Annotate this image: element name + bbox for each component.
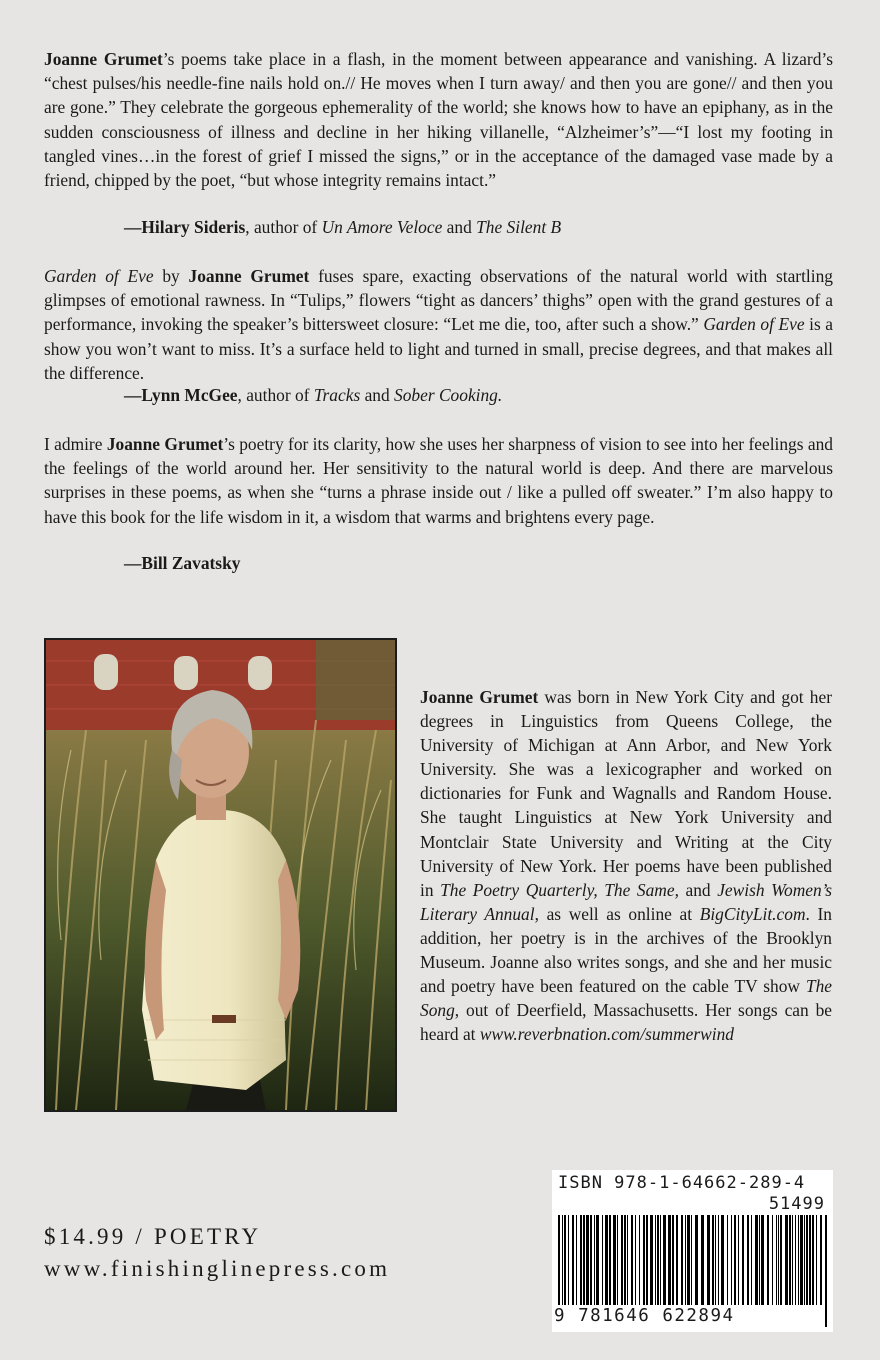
blurb-3-attribution: —Bill Zavatsky xyxy=(124,553,241,573)
blurb-3-text: I admire Joanne Grumet’s poetry for its clarity, how she uses her sharpness of vision to see into her feelings and the feelings of the world around her. Her sensitivity to the natural world is deep. And there are marvelous surprises in these poems, as when she “turns a phrase inside out / like a pulled off sweater.” I’m also happy to have this book for the life wisdom in it, a wisdom that warms and brightens every page. xyxy=(44,434,833,527)
blurb-2-attribution: —Lynn McGee, author of Tracks and Sober Cooking. xyxy=(124,385,503,405)
blurb-2 xyxy=(44,264,833,385)
isbn-barcode xyxy=(552,1170,833,1332)
isbn-text: ISBN 978-1-64662-289-4 xyxy=(558,1173,806,1193)
blurb-3 xyxy=(44,432,833,529)
author-bio xyxy=(420,685,832,1046)
ean-digits: 9 781646 622894 xyxy=(554,1306,735,1326)
author-photo xyxy=(44,638,397,1112)
blurb-1-text: Joanne Grumet’s poems take place in a flash, in the moment between appearance and vanishing. A lizard’s “chest pulses/his needle-fine nails hold on.// He moves when I turn away/ and then you are gone// and then you are gone.” They celebrate the gorgeous ephemerality of the world; she knows how to have an epiphany, as in the sudden consciousness of illness and decline in her hiking villanelle, “Alzheimer’s”—“I lost my footing in tangled vines…in the forest of grief I missed the signs,” or in the acceptance of the damaged vase made by a friend, chipped by the poet, “but whose integrity remains intact.” xyxy=(44,49,833,191)
price-category: $14.99 / POETRY xyxy=(44,1224,262,1249)
publisher-website: www.finishinglinepress.com xyxy=(44,1256,391,1281)
author-bio-text: Joanne Grumet was born in New York City and got her degrees in Linguistics from Queens College, the University of Michigan at Ann Arbor, and New York University. She was a lexicographer and worked on dictionaries for Funk and Wagnalls and Random House. She taught Linguistics at New York University and Montclair State University and Writing at the City University of New York. Her poems have been published in The Poetry Quarterly, The Same, and Jewish Women’s Literary Annual, as well as online at BigCityLit.com. In addition, her poetry is in the archives of the Brooklyn Museum. Joanne also writes songs, and she and her music and poetry have been featured on the cable TV show The Song, out of Deerfield, Massachusetts. Her songs can be heard at www.reverbnation.com/summerwind xyxy=(420,687,832,1045)
blurb-1 xyxy=(44,47,833,192)
blurb-1-attribution: —Hilary Sideris, author of Un Amore Veloce and The Silent B xyxy=(124,217,562,237)
price-code: 51499 xyxy=(768,1194,825,1214)
blurb-2-text: Garden of Eve by Joanne Grumet fuses spare, exacting observations of the natural world with startling glimpses of emotional rawness. In “Tulips,” flowers “tight as dancers’ thighs” open with the grand gestures of a performance, invoking the speaker’s bittersweet closure: “Let me die, too, after such a show.” Garden of Eve is a show you won’t want to miss. It’s a surface held to light and turned in small, precise degrees, and that makes all the difference. xyxy=(44,266,833,383)
